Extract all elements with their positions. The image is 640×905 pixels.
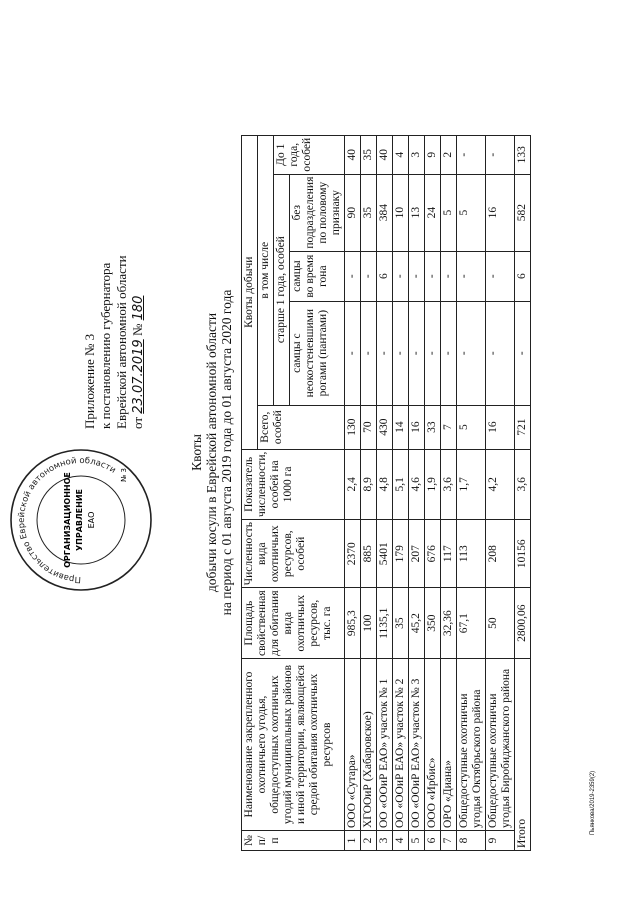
cell-no-sex: 5 (457, 174, 486, 251)
cell-name: ОО «ООиР ЕАО» участок № 2 (393, 659, 409, 831)
cell-density: 3,6 (441, 449, 457, 519)
cell-num: 2 (361, 831, 377, 851)
appendix-line2: к постановлению губернатора (98, 262, 113, 429)
cell-no-sex: 24 (425, 174, 441, 251)
cell-num: 8 (457, 831, 486, 851)
cell-under1: 35 (361, 135, 377, 174)
footer-ref: Пьянкова/2019-2359(2) (590, 770, 596, 835)
cell-area: 1135,1 (377, 588, 393, 659)
table-row (441, 135, 457, 850)
cell-males-rut: - (393, 251, 409, 301)
header-total: Всего, особей (258, 405, 345, 449)
cell-males-rut: - (441, 251, 457, 301)
cell-no-sex: 384 (377, 174, 393, 251)
cell-under1: - (457, 135, 486, 174)
cell-under1: 3 (409, 135, 425, 174)
cell-num: 7 (441, 831, 457, 851)
cell-count: 208 (486, 520, 515, 588)
appendix-line1: Приложение № 3 (82, 333, 97, 429)
cell-area: 2800,06 (515, 588, 531, 659)
header-older: старше 1 года, особей (274, 174, 290, 405)
cell-males-horns: - (409, 301, 425, 405)
cell-under1: 4 (393, 135, 409, 174)
cell-density: 2,4 (345, 449, 361, 519)
cell-density: 1,7 (457, 449, 486, 519)
cell-area: 35 (393, 588, 409, 659)
appendix-number: 180 (131, 295, 146, 321)
cell-males-rut: 6 (515, 251, 531, 301)
cell-count: 117 (441, 520, 457, 588)
cell-males-horns: - (377, 301, 393, 405)
cell-no-sex: 5 (441, 174, 457, 251)
cell-name: ОРО «Диана» (441, 659, 457, 831)
cell-males-horns: - (361, 301, 377, 405)
cell-count: 179 (393, 520, 409, 588)
doc-period: на период с 01 августа 2019 года до 01 августа 2020 года (219, 289, 234, 616)
cell-density: 8,9 (361, 449, 377, 519)
cell-males-horns: - (393, 301, 409, 405)
cell-name: ООО «Сутара» (345, 659, 361, 831)
cell-count: 885 (361, 520, 377, 588)
cell-num: 9 (486, 831, 515, 851)
header-density: Показатель численности, особей на 1000 га (242, 449, 345, 519)
cell-total: 7 (441, 405, 457, 449)
appendix-date-line (130, 255, 147, 429)
table-row (409, 135, 425, 850)
cell-num: 5 (409, 831, 425, 851)
cell-density: 4,8 (377, 449, 393, 519)
cell-total: 70 (361, 405, 377, 449)
header-name: Наименование закрепленного охотничьего угодья, общедоступных охотничьих угодий муниципальных районов и иной территории, являющейся средой обитания охотничьих ресурсов (242, 659, 345, 831)
table-row (486, 135, 515, 850)
cell-count: 2370 (345, 520, 361, 588)
seal-inner-line2: УПРАВЛЕНИЕ (75, 489, 84, 551)
cell-area: 45,2 (409, 588, 425, 659)
header-quota: Квоты добычи (242, 135, 258, 449)
cell-name: Общедоступные охотничьи угодья Биробиджанского района (486, 659, 515, 831)
cell-total: 721 (515, 405, 531, 449)
cell-males-horns: - (486, 301, 515, 405)
cell-area: 32,36 (441, 588, 457, 659)
cell-total: 130 (345, 405, 361, 449)
cell-area: 350 (425, 588, 441, 659)
cell-under1: 40 (377, 135, 393, 174)
cell-no-sex: 10 (393, 174, 409, 251)
cell-males-rut: - (409, 251, 425, 301)
cell-under1: 133 (515, 135, 531, 174)
cell-males-horns: - (515, 301, 531, 405)
cell-males-rut: - (425, 251, 441, 301)
cell-total-label: Итого (515, 659, 531, 851)
cell-total: 430 (377, 405, 393, 449)
cell-num: 1 (345, 831, 361, 851)
cell-name: ОО «ООиР ЕАО» участок № 1 (377, 659, 393, 831)
appendix-number-prefix: № (130, 323, 145, 337)
cell-density: 5,1 (393, 449, 409, 519)
cell-count: 5401 (377, 520, 393, 588)
cell-density: 4,6 (409, 449, 425, 519)
official-seal (6, 445, 156, 595)
cell-total: 16 (486, 405, 515, 449)
cell-area: 67,1 (457, 588, 486, 659)
doc-title: Квоты (189, 434, 204, 471)
cell-count: 10156 (515, 520, 531, 588)
seal-inner-line1: ОРГАНИЗАЦИОННОЕ (63, 472, 72, 568)
header-no-sex: без подразделения по половому признаку (290, 174, 345, 251)
table-row (361, 135, 377, 850)
cell-total: 16 (409, 405, 425, 449)
seal-inner-line3: ЕАО (87, 511, 96, 529)
cell-name: ХГООиР (Хабаровское) (361, 659, 377, 831)
cell-males-rut: - (486, 251, 515, 301)
cell-total: 5 (457, 405, 486, 449)
cell-under1: 40 (345, 135, 361, 174)
cell-num: 4 (393, 831, 409, 851)
cell-no-sex: 582 (515, 174, 531, 251)
cell-num: 6 (425, 831, 441, 851)
cell-total: 14 (393, 405, 409, 449)
cell-males-rut: - (457, 251, 486, 301)
cell-area: 50 (486, 588, 515, 659)
appendix-date-prefix: от (130, 416, 145, 429)
appendix-line3: Еврейской автономной области (114, 255, 129, 429)
cell-no-sex: 35 (361, 174, 377, 251)
header-count: Численность вида охотничьих ресурсов, особей (242, 520, 345, 588)
seal-number: № 3 (120, 468, 128, 482)
cell-under1: 9 (425, 135, 441, 174)
cell-males-rut: - (361, 251, 377, 301)
cell-no-sex: 90 (345, 174, 361, 251)
table-row (425, 135, 441, 850)
table-row (457, 135, 486, 850)
cell-no-sex: 13 (409, 174, 425, 251)
header-including: в том числе (258, 135, 274, 405)
cell-males-horns: - (457, 301, 486, 405)
cell-no-sex: 16 (486, 174, 515, 251)
appendix-date: 23.07.2019 (131, 339, 146, 414)
cell-total: 33 (425, 405, 441, 449)
appendix-block (82, 255, 147, 429)
cell-males-horns: - (441, 301, 457, 405)
table-row (345, 135, 361, 850)
cell-under1: 2 (441, 135, 457, 174)
cell-density: 3,6 (515, 449, 531, 519)
table-row (377, 135, 393, 850)
cell-count: 207 (409, 520, 425, 588)
cell-num: 3 (377, 831, 393, 851)
cell-name: ОО «ООиР ЕАО» участок № 3 (409, 659, 425, 831)
cell-males-horns: - (425, 301, 441, 405)
cell-density: 4,2 (486, 449, 515, 519)
cell-name: Общедоступные охотничьи угодья Октябрьского района (457, 659, 486, 831)
cell-density: 1,9 (425, 449, 441, 519)
cell-under1: - (486, 135, 515, 174)
table-row (393, 135, 409, 850)
cell-area: 100 (361, 588, 377, 659)
cell-count: 113 (457, 520, 486, 588)
table-total-row (515, 135, 531, 850)
cell-males-horns: - (345, 301, 361, 405)
doc-subtitle: добычи косули в Еврейской автономной области (204, 312, 219, 593)
quota-table (241, 135, 531, 851)
cell-males-rut: - (345, 251, 361, 301)
cell-area: 985,3 (345, 588, 361, 659)
cell-name: ООО «Ирбис» (425, 659, 441, 831)
cell-males-rut: 6 (377, 251, 393, 301)
header-under1: До 1 года, особей (274, 135, 345, 174)
header-num: № п/п (242, 831, 345, 851)
cell-count: 676 (425, 520, 441, 588)
seal-outer-text: Правительство Еврейской автономной области (16, 455, 118, 585)
header-area: Площадь свойственная для обитания вида охотничьих ресурсов, тыс. га (242, 588, 345, 659)
header-males-horns: самцы с неокостеневшими рогами (пантами) (290, 301, 345, 405)
header-males-rut: самцы во время гона (290, 251, 345, 301)
